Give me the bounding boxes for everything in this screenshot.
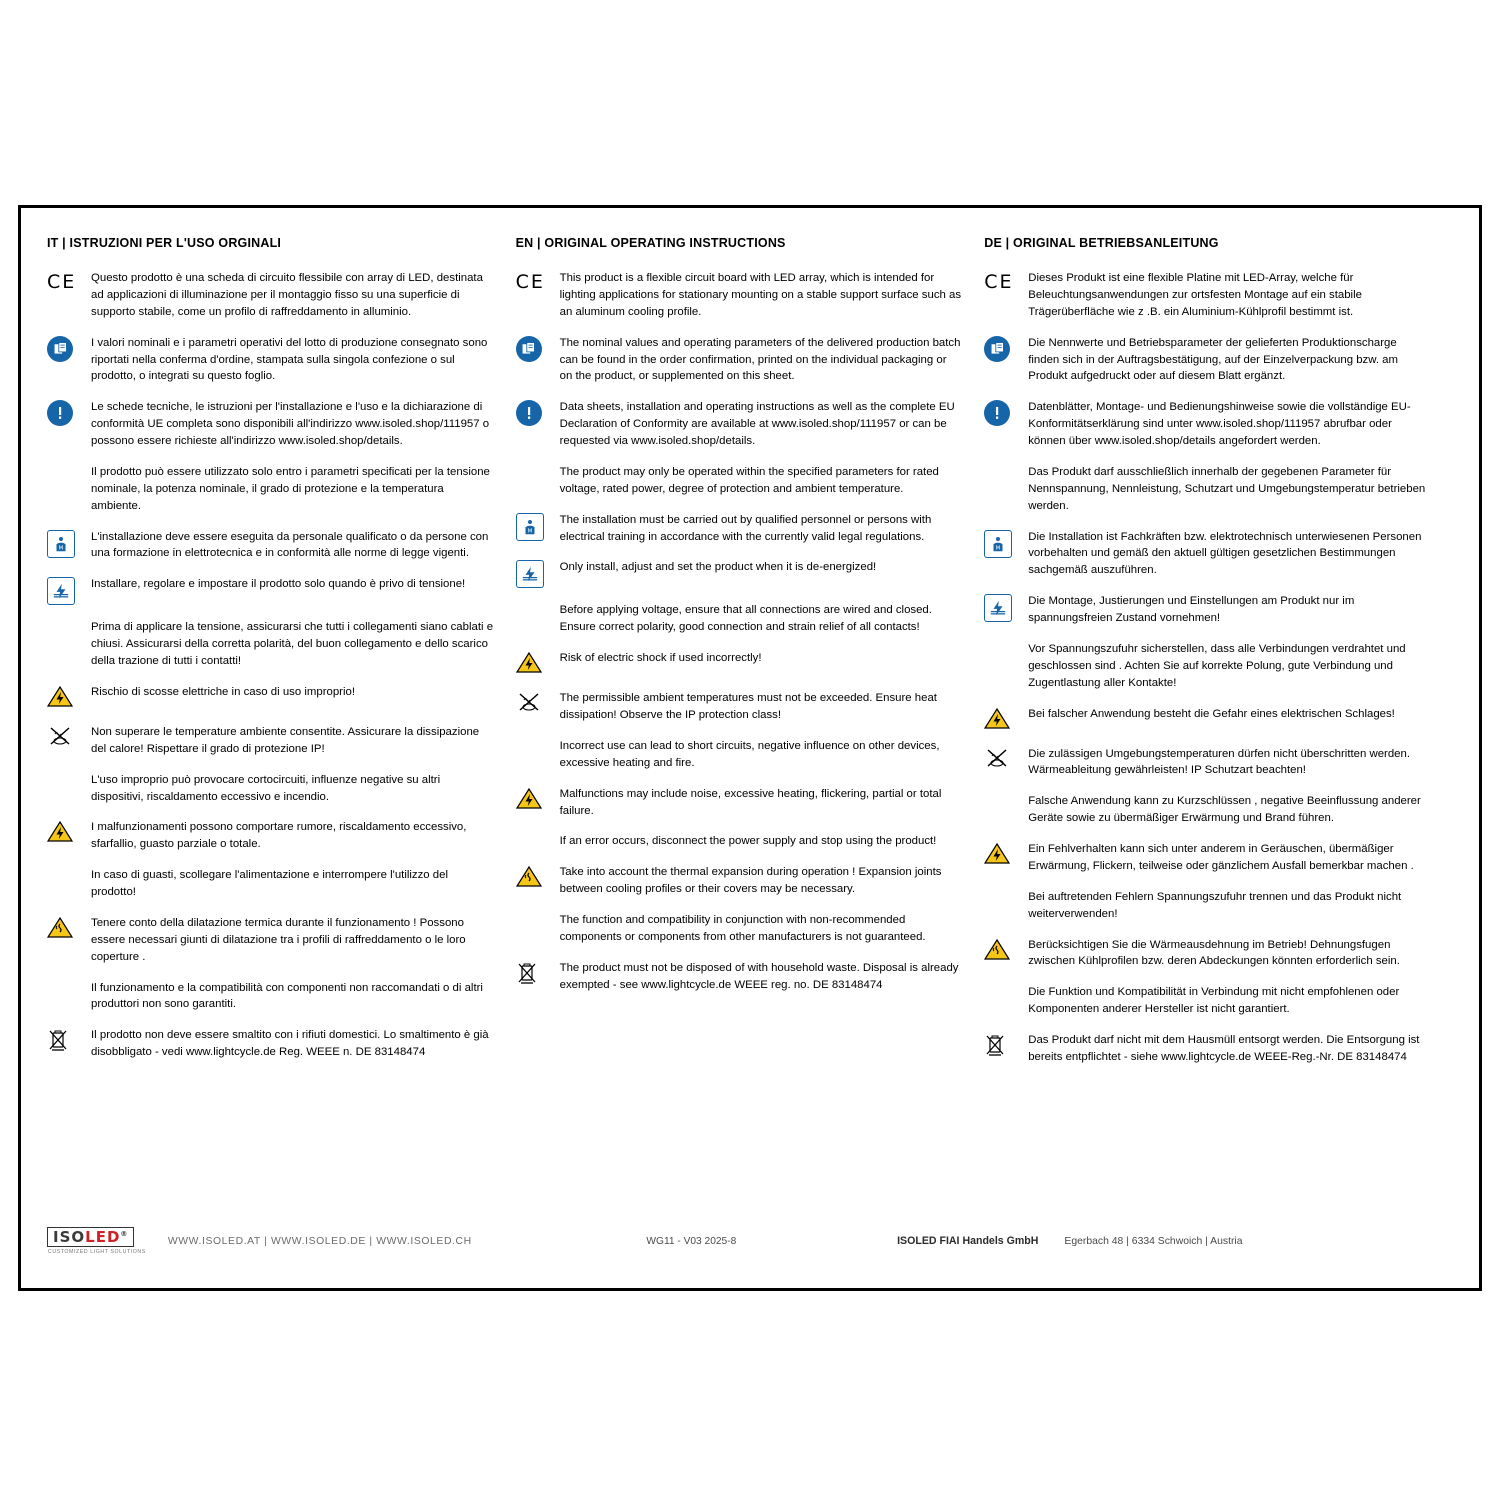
instruction-row [47, 464, 494, 515]
instruction-row [984, 746, 1431, 780]
instruction-row [516, 833, 963, 850]
instruction-row [984, 984, 1431, 1018]
instruction-row [47, 576, 494, 605]
ce-mark-icon: CE [47, 271, 77, 293]
instruction-row [984, 464, 1431, 515]
qualified-personnel-icon [47, 529, 91, 558]
warning-thermal-expansion-icon [47, 915, 91, 941]
no-icon-spacer [984, 641, 1028, 642]
instruction-row [984, 641, 1431, 692]
instruction-text: Bei falscher Anwendung besteht die Gefahr eines elektrischen Schlages! [1028, 707, 1395, 720]
instruction-row [516, 464, 963, 498]
instruction-text: Il funzionamento e la compatibilità con componenti non raccomandati o di altri produttori non sono garantiti. [91, 981, 483, 1011]
qualified-personnel-icon [516, 512, 560, 541]
no-icon-spacer [516, 738, 560, 739]
warning-malfunction-icon [516, 786, 560, 812]
instruction-row [516, 960, 963, 994]
logo-trademark: ® [120, 1229, 129, 1238]
no-icon-spacer [516, 464, 560, 465]
instruction-row [47, 980, 494, 1014]
warning-electric-shock-icon [516, 650, 560, 676]
instruction-text: The nominal values and operating parameters of the delivered production batch can be found in the order confirmation, printed on the individual packaging or on the product, or supplemented on this sheet. [559, 336, 961, 383]
column-title-it: IT | ISTRUZIONI PER L'USO ORGINALI [47, 236, 282, 250]
instruction-row [47, 819, 494, 853]
instruction-row [47, 335, 494, 386]
instruction-row [47, 1027, 494, 1061]
weee-bin-icon [47, 1027, 91, 1053]
column-de [984, 236, 1453, 1288]
instruction-row [516, 270, 963, 321]
instruction-row [47, 399, 494, 450]
instruction-text: Prima di applicare la tensione, assicurarsi che tutti i collegamenti siano cablati e chiusi. Assicurarsi della corretta polarità, del buon collegamento e dello scarico della trazione di tutti i contatti! [91, 621, 494, 667]
footer-websites[interactable]: WWW.ISOLED.AT | WWW.ISOLED.DE | WWW.ISOLED.CH [167, 1235, 472, 1247]
ce-mark-icon: CE [984, 271, 1014, 293]
no-heat-coverage-icon [984, 746, 1028, 772]
instruction-row [47, 915, 494, 966]
instruction-row [984, 270, 1431, 321]
exclamation-circle-icon [47, 399, 91, 426]
instruction-row [516, 786, 963, 820]
no-icon-spacer [47, 980, 91, 981]
no-icon-spacer [516, 912, 560, 913]
instruction-text: The product must not be disposed of with household waste. Disposal is already exempted - see www.lightcycle.de WEEE reg. no. DE 83148474 [559, 961, 959, 991]
instruction-row [516, 335, 963, 386]
instruction-text: Das Produkt darf nicht mit dem Hausmüll entsorgt werden. Die Entsorgung ist bereits entpflichtet - siehe www.lightcycle.de WEEE-Reg.-Nr. DE 83148474 [1028, 1034, 1420, 1063]
instruction-text: I malfunzionamenti possono comportare rumore, riscaldamento eccessivo, sfarfallio, guasto parziale o totale. [91, 821, 467, 851]
logo-text-iso: ISO [53, 1227, 86, 1246]
instruction-text: The permissible ambient temperatures must not be exceeded. Ensure heat dissipation! Observe the IP protection class! [559, 692, 937, 721]
instruction-row [47, 867, 494, 901]
no-icon-spacer [47, 464, 91, 465]
instruction-text: Take into account the thermal expansion during operation ! Expansion joints between cooling profiles or their covers may be necessary. [559, 866, 942, 896]
instruction-text: Ein Fehlverhalten kann sich unter anderem in Geräuschen, übermäßiger Erwärmung, Flickern, teilweise oder gänzlichem Ausfall bemerkbar machen . [1028, 843, 1414, 872]
instruction-text: Data sheets, installation and operating instructions as well as the complete EU Declaration of Conformity are available at www.isoled.shop/111957 or can be requested via www.isoled.shop/details. [559, 401, 955, 447]
no-icon-spacer [47, 619, 91, 620]
instruction-text: Falsche Anwendung kann zu Kurzschlüssen , negative Beeinflussung anderer Geräte sowie zu übermäßiger Erwärmung und Brand führen. [1028, 795, 1421, 825]
instruction-text: Malfunctions may include noise, excessive heating, flickering, partial or total failure. [559, 787, 942, 817]
ce-mark-icon: CE [515, 271, 545, 293]
instruction-row [516, 738, 963, 772]
info-documents-icon [984, 335, 1028, 362]
column-title-en: EN | ORIGINAL OPERATING INSTRUCTIONS [515, 236, 786, 250]
no-icon-spacer [984, 984, 1028, 985]
svg-text:M: M [995, 544, 1001, 551]
footer-company-info [867, 1235, 1453, 1247]
instruction-text: Bei auftretenden Fehlern Spannungszufuhr trennen und das Produkt nicht weiterverwenden! [1028, 890, 1402, 920]
instruction-row [516, 912, 963, 946]
instruction-row [984, 593, 1431, 627]
instruction-text: Das Produkt darf ausschließlich innerhalb der gegebenen Parameter für Nennspannung, Nennleistung, Schutzart und Umgebungstemperatur betrieben werden. [1028, 465, 1426, 512]
instruction-row [516, 399, 963, 450]
instruction-text: Only install, adjust and set the product when it is de-energized! [559, 561, 877, 574]
instruction-text: Il prodotto può essere utilizzato solo entro i parametri specificati per la tensione nominale, la potenza nominale, il grado di protezione e la temperatura ambiente. [91, 465, 490, 512]
instruction-row [984, 889, 1431, 923]
instruction-row [516, 690, 963, 724]
instruction-row [47, 724, 494, 758]
instruction-text: Before applying voltage, ensure that all connections are wired and closed. Ensure correct polarity, good connection and strain relief of all contacts! [559, 604, 932, 634]
instruction-text: Le schede tecniche, le istruzioni per l'installazione e l'uso e la dichiarazione di conformità UE completa sono disponibili all'indirizzo www.isoled.shop/111957 o possono essere richieste all'indirizzo www.isoled.shop/details. [91, 401, 490, 447]
exclamation-circle-icon [516, 399, 560, 426]
instruction-text: Installare, regolare e impostare il prodotto solo quando è privo di tensione! [91, 578, 466, 591]
exclamation-circle-icon [984, 399, 1028, 426]
warning-malfunction-icon [47, 819, 91, 845]
column-title-de: DE | ORIGINAL BETRIEBSANLEITUNG [984, 236, 1219, 250]
de-energized-icon [984, 593, 1028, 622]
warning-electric-shock-icon [984, 706, 1028, 732]
instruction-text: The installation must be carried out by qualified personnel or persons with electrical training in accordance with the currently valid legal regulations. [559, 513, 932, 543]
footer-company-name: ISOLED FIAI Handels GmbH [897, 1235, 1039, 1247]
instruction-row [47, 270, 494, 321]
instruction-row [47, 619, 494, 670]
instruction-text: Die Funktion und Kompatibilität in Verbindung mit nicht empfohlenen oder Komponenten anderer Hersteller ist nicht garantiert. [1028, 986, 1400, 1016]
no-icon-spacer [984, 889, 1028, 890]
instruction-row [516, 650, 963, 676]
instruction-text: If an error occurs, disconnect the power supply and stop using the product! [559, 835, 937, 848]
no-icon-spacer [516, 833, 560, 834]
instruction-text: The function and compatibility in conjunction with non-recommended components or components from other manufacturers is not guaranteed. [559, 914, 926, 943]
logo-tagline: CUSTOMIZED LIGHT SOLUTIONS [48, 1249, 146, 1256]
no-icon-spacer [516, 602, 560, 603]
no-icon-spacer [984, 464, 1028, 465]
instruction-row [984, 841, 1431, 875]
instruction-row [984, 399, 1431, 450]
instruction-row [516, 864, 963, 898]
instruction-text: Vor Spannungszufuhr sicherstellen, dass alle Verbindungen verdrahtet und geschlossen sind . Achten Sie auf korrekte Polung, gute Verbindung und Zugentlastung aller Kontakte! [1028, 642, 1406, 689]
weee-bin-icon [516, 960, 560, 986]
instruction-row [47, 772, 494, 806]
instruction-row [984, 706, 1431, 732]
instruction-text: Rischio di scosse elettriche in caso di uso improprio! [91, 685, 355, 698]
instruction-text: Dieses Produkt ist eine flexible Platine mit LED-Array, welche für Beleuchtungsanwendungen zur ortsfesten Montage auf ein stabile Trägerüberfläche wie z .B. ein Aluminium-Kühlprofil bestimmt ist. [1028, 272, 1362, 318]
instruction-text: Non superare le temperature ambiente consentite. Assicurare la dissipazione del calore! Rispettare il grado di protezione IP! [91, 725, 480, 755]
instruction-text: The product may only be operated within the specified parameters for rated voltage, rated power, degree of protection and ambient temperature. [559, 465, 939, 495]
instruction-text: Die Installation ist Fachkräften bzw. elektrotechnisch unterwiesenen Personen vorbehalten und gemäß den aktuell gültigen gesetzlichen Bestimmungen sachgemäß auszuführen. [1028, 530, 1422, 577]
no-heat-coverage-icon [516, 690, 560, 716]
instruction-text: L'installazione deve essere eseguita da personale qualificato o da persone con una formazione in elettrotecnica e in conformità alle norme di legge vigenti. [91, 530, 489, 560]
instruction-row [984, 529, 1431, 580]
warning-malfunction-icon [984, 841, 1028, 867]
logo-wordmark [47, 1227, 134, 1248]
instruction-row [984, 1032, 1431, 1066]
instruction-text: Datenblätter, Montage- und Bedienungshinweise sowie die vollständige EU-Konformitätserklärung sind unter www.isoled.shop/111957 abrufbar oder können über www.isoled.shop/details angefordert werden. [1028, 401, 1411, 447]
instruction-row [47, 684, 494, 710]
instruction-text: Die zulässigen Umgebungstemperaturen dürfen nicht überschritten werden. Wärmeableitung gewährleisten! IP Schutzart beachten! [1028, 747, 1411, 777]
footer [47, 1220, 1453, 1262]
instruction-text: In caso di guasti, scollegare l'alimentazione e interrompere l'utilizzo del prodotto! [91, 869, 449, 898]
instruction-text: I valori nominali e i parametri operativi del lotto di produzione consegnato sono riportati nella conferma d'ordine, stampata sulla singola confezione o sul prodotto, o integrati su questo foglio. [91, 336, 488, 383]
logo-text-led: LED [85, 1227, 121, 1246]
warning-thermal-expansion-icon [516, 864, 560, 890]
de-energized-icon [516, 559, 560, 588]
qualified-personnel-icon [984, 529, 1028, 558]
column-it [47, 236, 516, 1288]
instruction-text: Questo prodotto è una scheda di circuito flessibile con array di LED, destinata ad applicazioni di illuminazione per il montaggio fisso su una superficie di supporto stabile, come un profilo di raffreddamento in alluminio. [91, 272, 483, 318]
instruction-text: Berücksichtigen Sie die Wärmeausdehnung im Betrieb! Dehnungsfugen zwischen Kühlprofilen bzw. deren Abdeckungen könnten erforderlich sein. [1028, 938, 1400, 968]
instruction-text: Risk of electric shock if used incorrectly! [559, 652, 762, 665]
info-documents-icon [516, 335, 560, 362]
instruction-row [516, 559, 963, 588]
weee-bin-icon [984, 1032, 1028, 1058]
instruction-text: Die Montage, Justierungen und Einstellungen am Produkt nur im spannungsfreien Zustand vornehmen! [1028, 595, 1355, 624]
svg-text:M: M [58, 544, 64, 551]
instruction-text: Incorrect use can lead to short circuits, negative influence on other devices, excessive heating and fire. [559, 739, 940, 769]
instruction-text: Il prodotto non deve essere smaltito con i rifiuti domestici. Lo smaltimento è già disobbligato - vedi www.lightcycle.de Reg. WEEE n. DE 83148474 [91, 1029, 489, 1059]
footer-brand [47, 1227, 516, 1256]
isoled-logo [47, 1227, 146, 1256]
columns-container [21, 208, 1479, 1288]
instruction-text: Die Nennwerte und Betriebsparameter der gelieferten Produktionscharge finden sich in der Auftragsbestätigung, auf der Einzelverpackung bzw. am Produkt aufgedruckt oder auf diesem Blatt ergänzt. [1028, 336, 1399, 383]
footer-company-address: Egerbach 48 | 6334 Schwoich | Austria [1064, 1235, 1243, 1247]
instruction-sheet [18, 205, 1482, 1291]
footer-doc-code: WG11 - V03 2025-8 [646, 1235, 737, 1247]
no-icon-spacer [47, 772, 91, 773]
warning-electric-shock-icon [47, 684, 91, 710]
no-heat-coverage-icon [47, 724, 91, 750]
instruction-row [516, 602, 963, 636]
instruction-row [984, 937, 1431, 971]
no-icon-spacer [47, 867, 91, 868]
instruction-text: Tenere conto della dilatazione termica durante il funzionamento ! Possono essere necessari giunti di dilatazione tra i profili di raffreddamento o le loro coperture . [91, 916, 466, 963]
svg-text:M: M [527, 528, 532, 535]
instruction-text: L'uso improprio può provocare cortocircuiti, influenze negative su altri dispositivi, riscaldamento eccessivo e incendio. [91, 773, 441, 803]
instruction-row [47, 529, 494, 563]
column-en [516, 236, 985, 1288]
no-icon-spacer [984, 793, 1028, 794]
warning-thermal-expansion-icon [984, 937, 1028, 963]
de-energized-icon [47, 576, 91, 605]
info-documents-icon [47, 335, 91, 362]
instruction-row [516, 512, 963, 546]
instruction-text: This product is a flexible circuit board with LED array, which is intended for lighting applications for stationary mounting on a stable support surface such as an aluminum cooling profile. [559, 272, 962, 318]
instruction-row [984, 793, 1431, 827]
instruction-row [984, 335, 1431, 386]
